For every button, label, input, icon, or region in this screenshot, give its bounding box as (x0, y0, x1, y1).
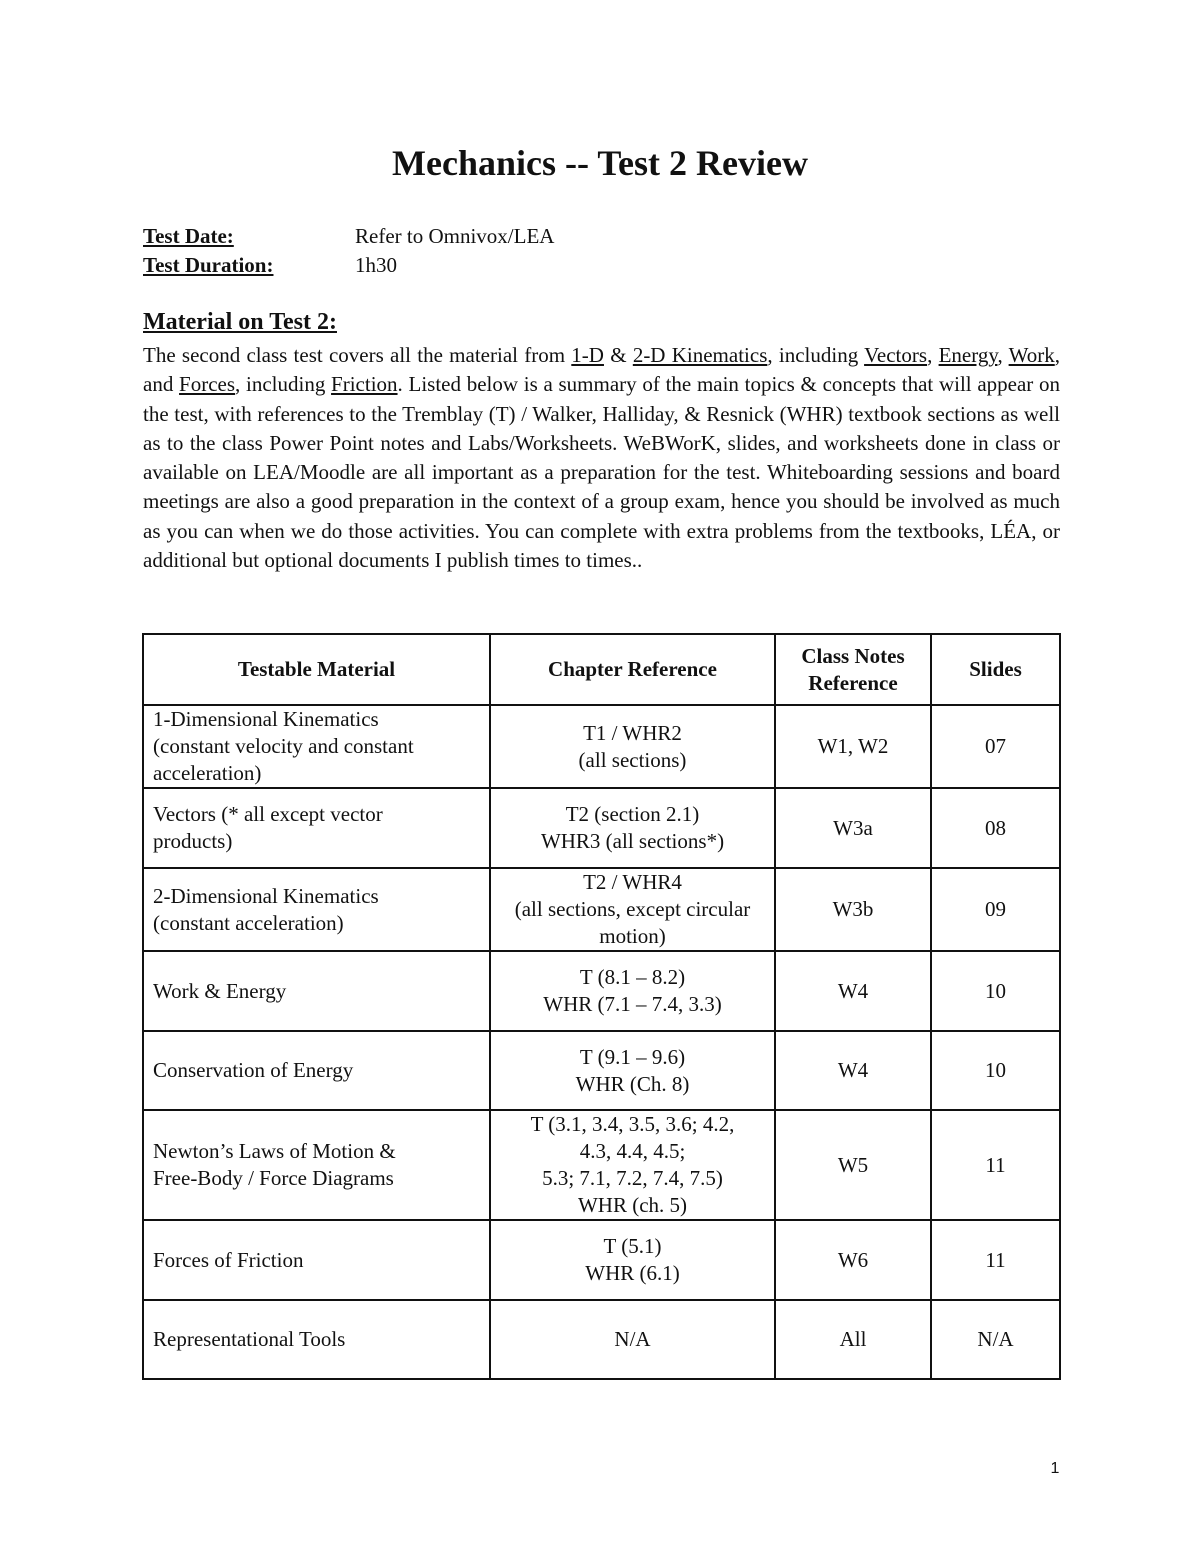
cell-line: WHR (7.1 – 7.4, 3.3) (543, 992, 722, 1016)
test-duration-value: 1h30 (355, 253, 397, 277)
intro-text: & (603, 343, 633, 367)
cell-line: T (5.1) (603, 1234, 662, 1258)
cell-line: (constant velocity and constant (153, 734, 414, 758)
test-date-label: Test Date: (143, 224, 234, 248)
header-class-notes-line: Reference (808, 670, 898, 695)
table-row (143, 788, 1060, 868)
page-number: 1 (1050, 1460, 1060, 1477)
table-row (143, 1031, 1060, 1110)
test-date-row (143, 222, 554, 251)
header-class-notes (775, 634, 931, 705)
intro-text: , including (767, 343, 865, 367)
test-info (143, 222, 554, 280)
table-row (143, 951, 1060, 1031)
cell-line: WHR (6.1) (585, 1261, 680, 1285)
cell-line: WHR (Ch. 8) (575, 1071, 690, 1096)
cell-line: 5.3; 7.1, 7.2, 7.4, 7.5) (542, 1166, 723, 1190)
table-row (143, 868, 1060, 951)
intro-text: , and (143, 343, 1060, 397)
intro-term-1d: 1-D (571, 343, 604, 367)
cell-notes: All (775, 1300, 931, 1379)
intro-paragraph (143, 341, 1060, 575)
cell-slides: 07 (931, 705, 1060, 788)
cell-slides: 11 (931, 1220, 1060, 1300)
cell-line: Representational Tools (153, 1327, 346, 1351)
test-duration-row (143, 251, 554, 280)
cell-material (143, 1220, 490, 1300)
header-class-notes-line: Class Notes (801, 643, 905, 668)
cell-material (143, 705, 490, 788)
cell-line: (all sections, except circular (514, 897, 751, 921)
test-duration-label: Test Duration: (143, 253, 274, 277)
cell-line: Vectors (* all except vector (153, 802, 383, 826)
cell-notes: W4 (775, 1031, 931, 1110)
cell-line: T (8.1 – 8.2) (579, 965, 686, 989)
cell-slides: 08 (931, 788, 1060, 868)
cell-notes: W3b (775, 868, 931, 951)
cell-line: T2 / WHR4 (583, 870, 682, 894)
cell-line: T (3.1, 3.4, 3.5, 3.6; 4.2, (530, 1112, 735, 1136)
cell-notes: W5 (775, 1110, 931, 1220)
intro-text: , including (235, 372, 332, 397)
cell-line: (constant acceleration) (153, 910, 344, 935)
table-header-row (143, 634, 1060, 705)
intro-term-friction: Friction (331, 372, 398, 397)
intro-term-work: Work (1008, 343, 1055, 367)
cell-line: Forces of Friction (153, 1247, 304, 1272)
test-date-value: Refer to Omnivox/LEA (355, 224, 555, 248)
header-slides: Slides (931, 634, 1060, 705)
section-heading: Material on Test 2: (143, 309, 337, 335)
cell-notes: W6 (775, 1220, 931, 1300)
cell-slides: 10 (931, 951, 1060, 1031)
cell-line: Conservation of Energy (153, 1058, 354, 1082)
cell-chapter (490, 1300, 775, 1379)
cell-chapter (490, 705, 775, 788)
cell-line: 2-Dimensional Kinematics (153, 883, 379, 908)
cell-chapter (490, 788, 775, 868)
intro-term-vectors: Vectors (864, 343, 928, 367)
cell-line: 1-Dimensional Kinematics (153, 707, 379, 731)
cell-chapter (490, 868, 775, 951)
cell-notes: W4 (775, 951, 931, 1031)
cell-line: T2 (section 2.1) (565, 802, 700, 826)
cell-material (143, 1300, 490, 1379)
table-row (143, 1110, 1060, 1220)
intro-text: , (927, 343, 939, 367)
table-row (143, 705, 1060, 788)
intro-text: The second class test covers all the material from (143, 343, 572, 367)
cell-chapter (490, 1110, 775, 1220)
intro-text: , (997, 343, 1009, 367)
cell-line: T1 / WHR2 (583, 720, 682, 745)
cell-line: products) (153, 829, 233, 853)
testable-material-table (142, 633, 1061, 1380)
intro-term-2d-kinematics: 2-D Kinematics (632, 343, 768, 367)
intro-text: . Listed below is a summary of the main topics & concepts that will appear on the test, with references to the Tremblay (T) / Walker, Halliday, & Resnick (WHR) textbook sections as well as to the class Power Point notes and Labs/Worksheets. WeBWorK, slides, and worksheets done in class or available on LEA/Moodle are all important as a preparation for the test. Whiteboarding sessions and board meetings are also a good preparation in the context of a group exam, hence you should be involved as much as you can when we do those activities. You can complete with extra problems from the textbooks, LÉA, or additional but optional documents I publish times to times.. (143, 372, 1060, 573)
cell-line: WHR (ch. 5) (577, 1193, 688, 1217)
page-title: Mechanics -- Test 2 Review (392, 143, 808, 183)
cell-material (143, 1110, 490, 1220)
cell-line: motion) (599, 924, 666, 948)
cell-notes: W3a (775, 788, 931, 868)
cell-line: N/A (614, 1327, 651, 1351)
cell-slides: 09 (931, 868, 1060, 951)
cell-material (143, 788, 490, 868)
cell-line: acceleration) (153, 761, 262, 785)
cell-notes: W1, W2 (775, 705, 931, 788)
table-row (143, 1220, 1060, 1300)
cell-line: Free-Body / Force Diagrams (153, 1166, 394, 1190)
cell-line: Work & Energy (153, 978, 287, 1003)
table-row (143, 1300, 1060, 1379)
cell-slides: 10 (931, 1031, 1060, 1110)
intro-term-energy: Energy (938, 343, 998, 367)
cell-line: Newton’s Laws of Motion & (153, 1139, 396, 1163)
cell-chapter (490, 1220, 775, 1300)
cell-line: (all sections) (578, 747, 687, 772)
intro-term-forces: Forces (179, 372, 236, 397)
cell-slides: 11 (931, 1110, 1060, 1220)
cell-material (143, 868, 490, 951)
cell-material (143, 951, 490, 1031)
cell-line: WHR3 (all sections*) (540, 829, 725, 853)
header-chapter-reference: Chapter Reference (490, 634, 775, 705)
cell-line: T (9.1 – 9.6) (579, 1044, 686, 1069)
header-testable-material: Testable Material (143, 634, 490, 705)
cell-line: 4.3, 4.4, 4.5; (579, 1139, 686, 1163)
cell-slides: N/A (931, 1300, 1060, 1379)
cell-material (143, 1031, 490, 1110)
cell-chapter (490, 951, 775, 1031)
cell-chapter (490, 1031, 775, 1110)
